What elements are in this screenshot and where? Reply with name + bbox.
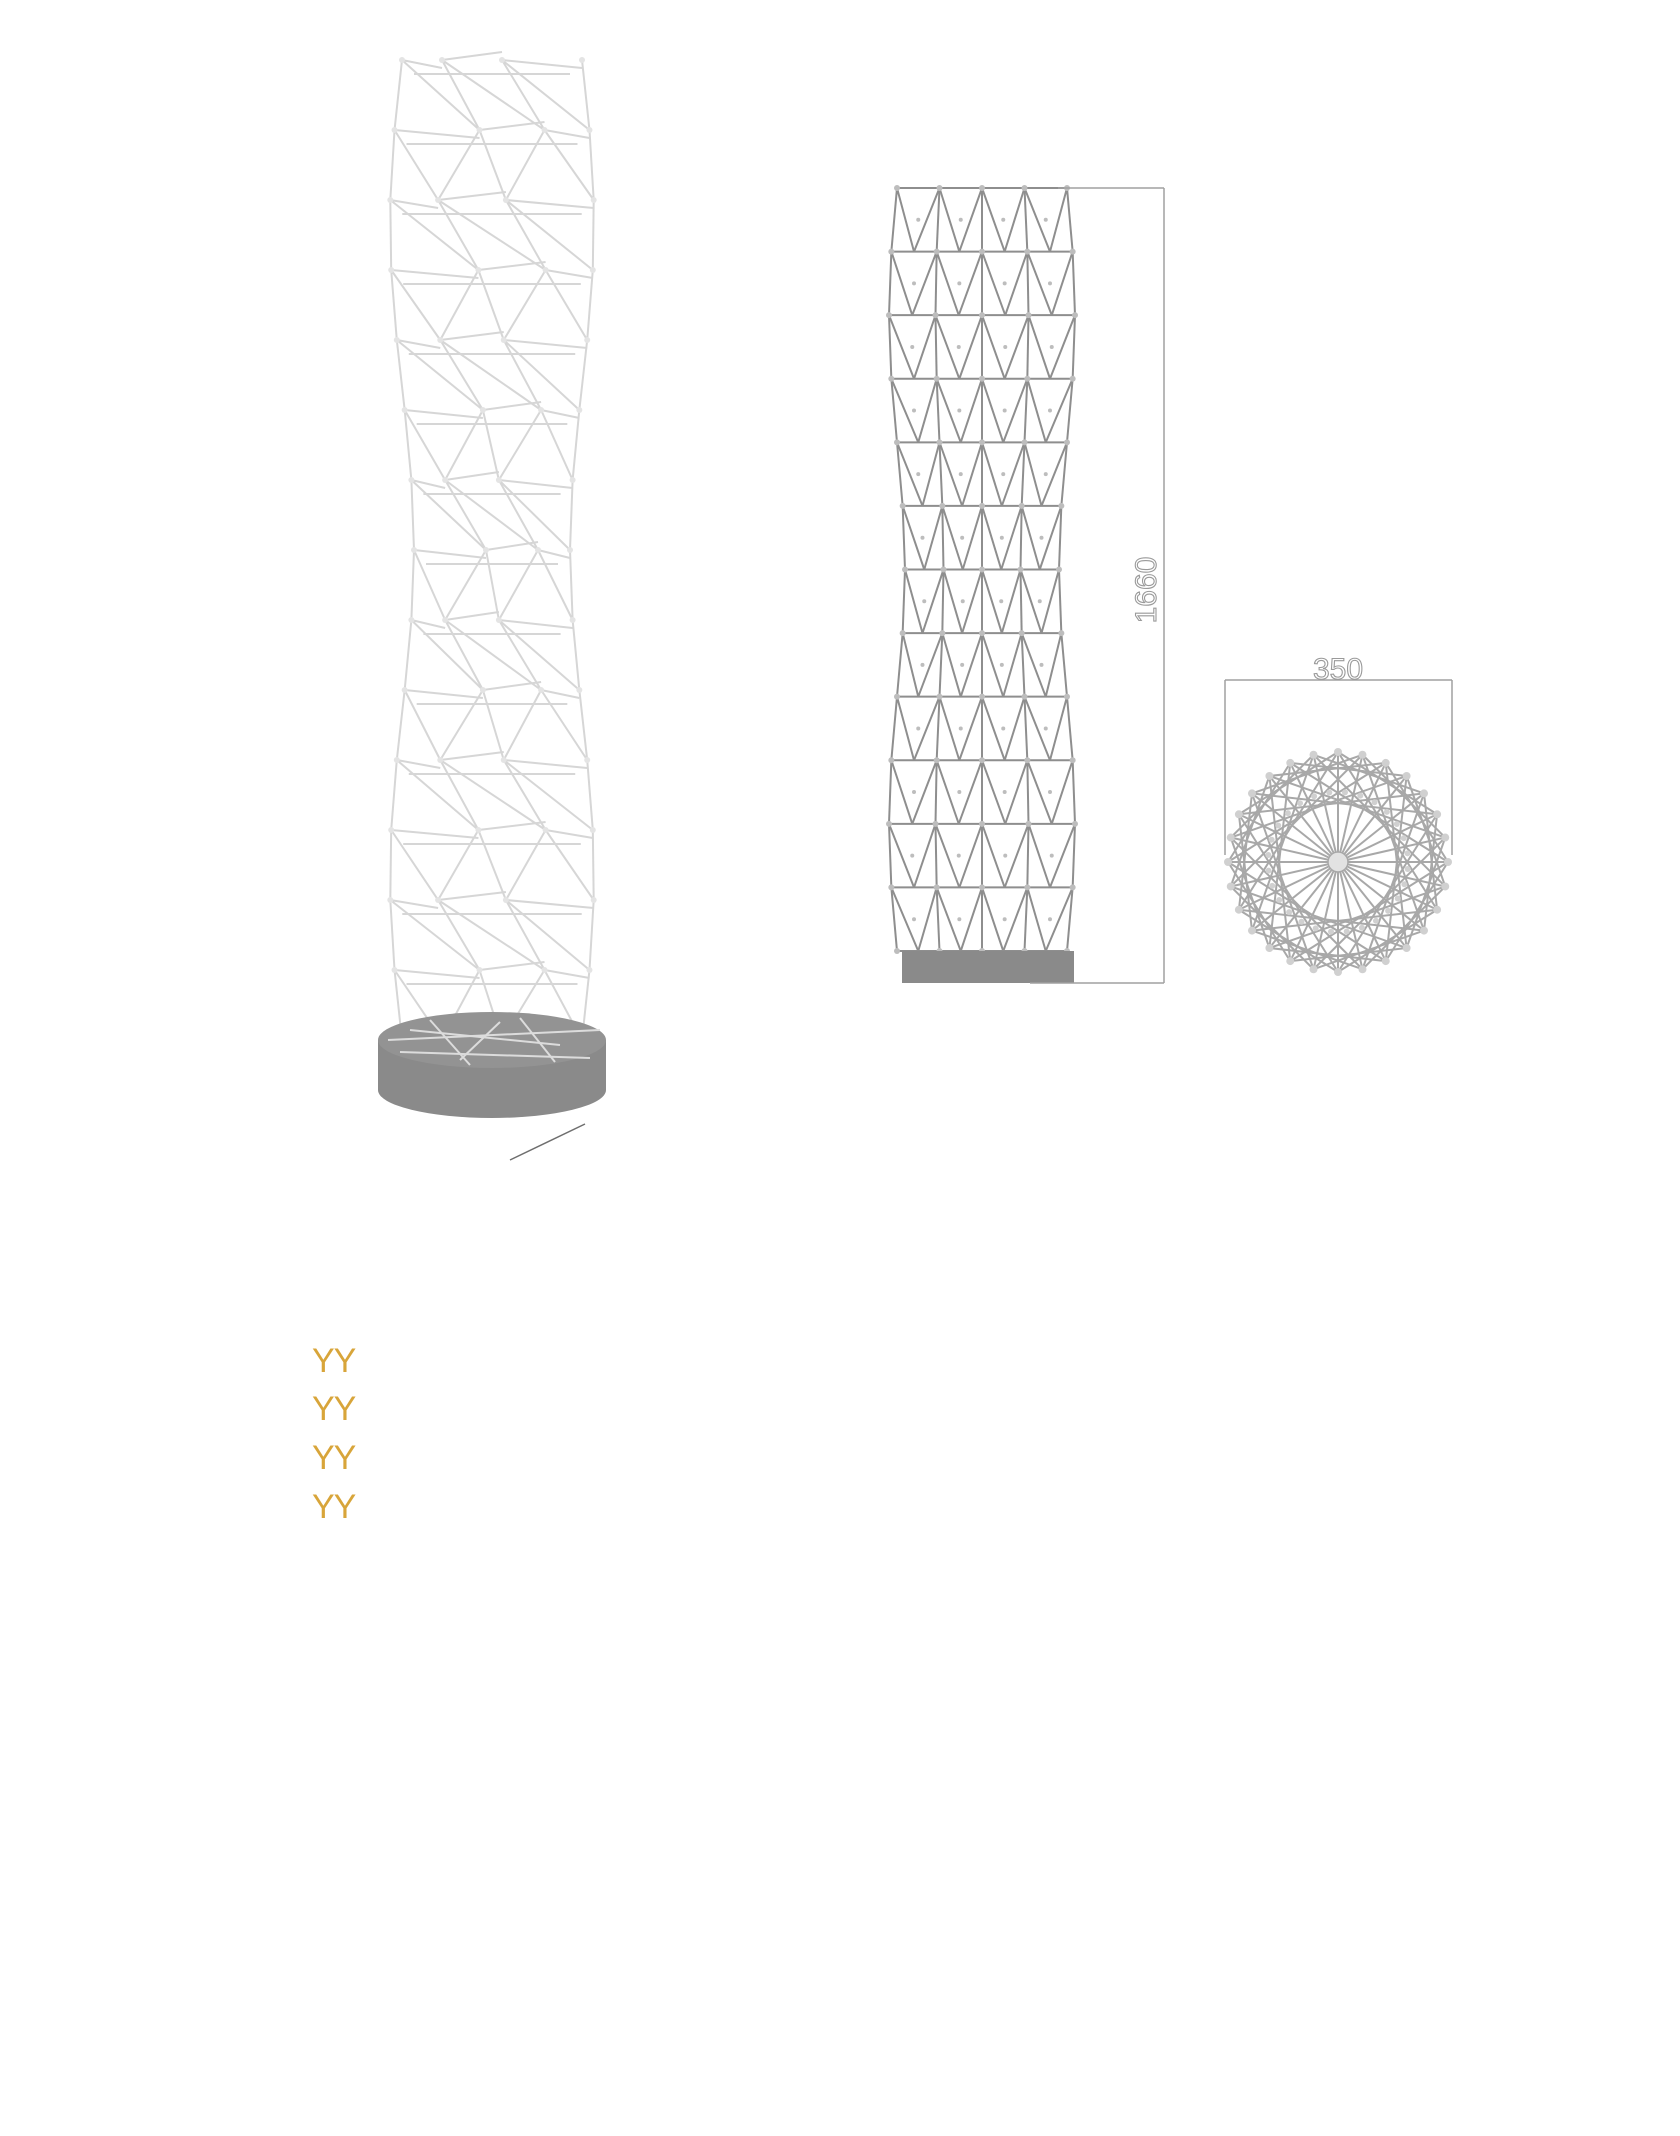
- width-dimension-label: 350: [1312, 653, 1364, 686]
- legend-mark-3: YY: [312, 1439, 356, 1477]
- front-base: [902, 951, 1074, 983]
- front-elevation-view: [886, 185, 1078, 983]
- legend-mark-1: YY: [312, 1342, 356, 1380]
- legend-mark-2: YY: [312, 1390, 356, 1428]
- perspective-shadow-line: [510, 1124, 585, 1160]
- top-hub: [1328, 852, 1348, 872]
- perspective-view: [378, 52, 606, 1160]
- height-dimension-label: 1660: [1130, 556, 1163, 624]
- legend-mark-4: YY: [312, 1488, 356, 1526]
- top-plan-view: [1224, 748, 1452, 976]
- perspective-base: [378, 1012, 606, 1118]
- perspective-lattice-frame: [390, 52, 593, 1054]
